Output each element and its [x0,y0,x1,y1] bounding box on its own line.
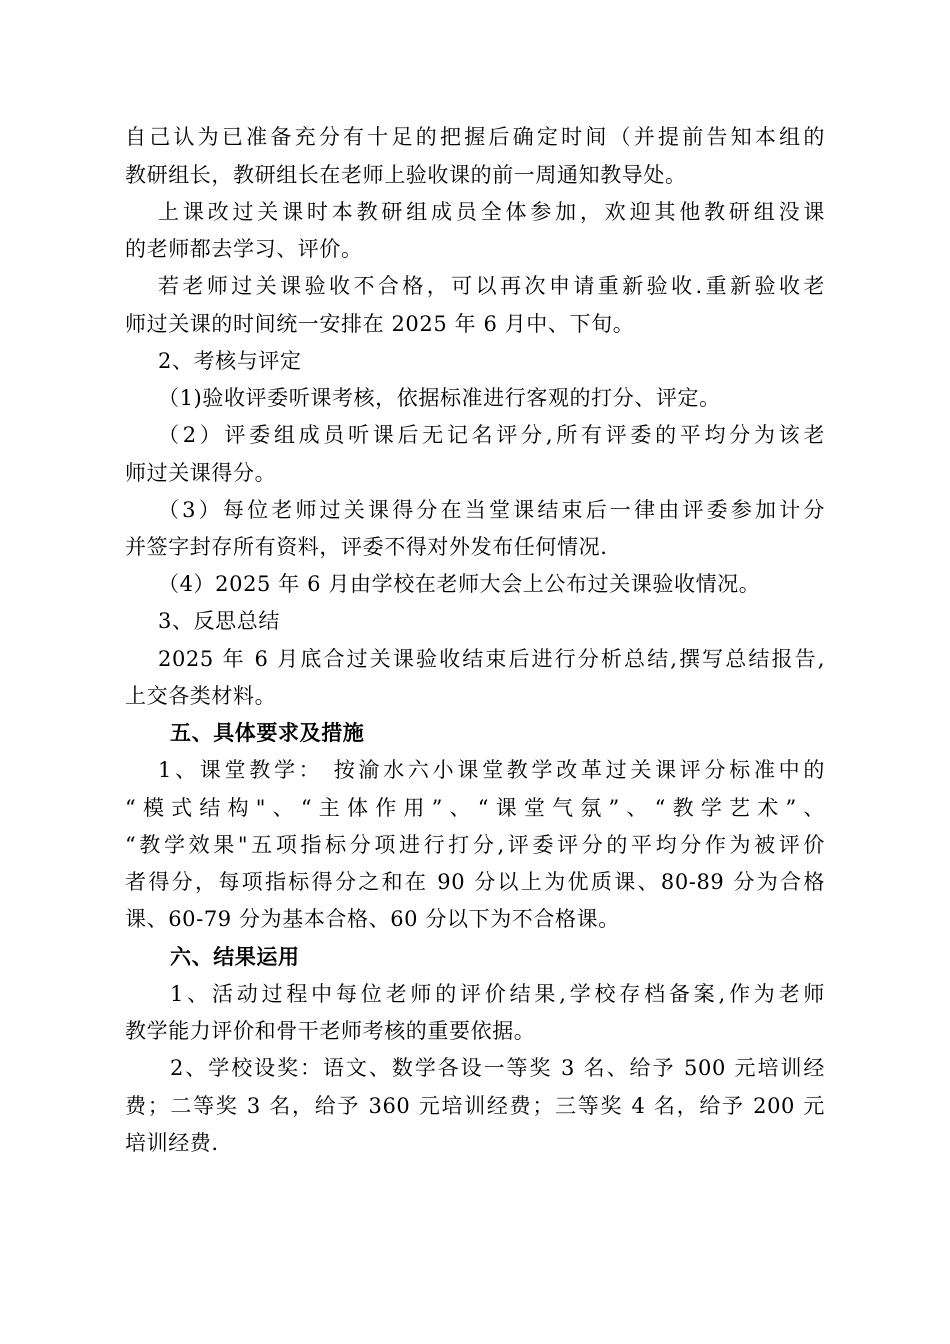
text-line: 教研组长，教研组长在老师上验收课的前一周通知教导处。 [125,163,687,187]
text-line: 并签字封存所有资料，评委不得对外发布任何情况. [125,535,608,559]
text-line: （4）2025 年 6 月由学校在老师大会上公布过关课验收情况。 [158,572,761,596]
text-line: 上交各类材料。 [125,684,277,708]
text-line: 费；二等奖 3 名，给予 360 元培训经费；三等奖 4 名，给予 200 元 [125,1094,825,1118]
text-line: 若老师过关课验收不合格，可以再次申请重新验收.重新验收老 [158,274,825,298]
text-line: 培训经费. [125,1131,219,1155]
text-line: 师过关课的时间统一安排在 2025 年 6 月中、下旬。 [125,312,635,336]
text-line: 课、60-79 分为基本合格、60 分以下为不合格课。 [125,907,620,931]
text-line: （1)验收评委听课考核，依据标准进行客观的打分、评定。 [158,386,721,410]
section-heading: 3、反思总结 [158,609,280,633]
section-title: 五、具体要求及措施 [170,721,365,745]
text-line: （3）每位老师过关课得分在当堂课结束后一律由评委参加计分 [158,498,825,522]
text-line: 的老师都去学习、评价。 [125,237,363,261]
text-line: 2、学校设奖：语文、数学各设一等奖 3 名、给予 500 元培训经 [170,1056,825,1080]
text-line: （2）评委组成员听课后无记名评分,所有评委的平均分为该老 [158,423,825,447]
text-line: 1、课堂教学： 按渝水六小课堂教学改革过关课评分标准中的 [158,758,825,782]
text-line: 自己认为已准备充分有十足的把握后确定时间（并提前告知本组的 [125,125,825,149]
text-line: 1、活动过程中每位老师的评价结果,学校存档备案,作为老师 [170,982,825,1006]
text-line: 教学能力评价和骨干老师考核的重要依据。 [125,1019,536,1043]
text-line: “模式结构"、“主体作用”、“课堂气氛”、“教学艺术”、 [125,796,825,820]
text-line: “教学效果"五项指标分项进行打分,评委评分的平均分作为被评价 [125,833,825,857]
section-title: 六、结果运用 [170,945,300,969]
text-line: 者得分，每项指标得分之和在 90 分以上为优质课、80-89 分为合格 [125,870,825,894]
text-line: 2025 年 6 月底合过关课验收结束后进行分析总结,撰写总结报告, [158,647,825,671]
text-line: 师过关课得分。 [125,461,277,485]
section-heading: 2、考核与评定 [158,349,302,373]
text-line: 上课改过关课时本教研组成员全体参加，欢迎其他教研组没课 [158,200,825,224]
